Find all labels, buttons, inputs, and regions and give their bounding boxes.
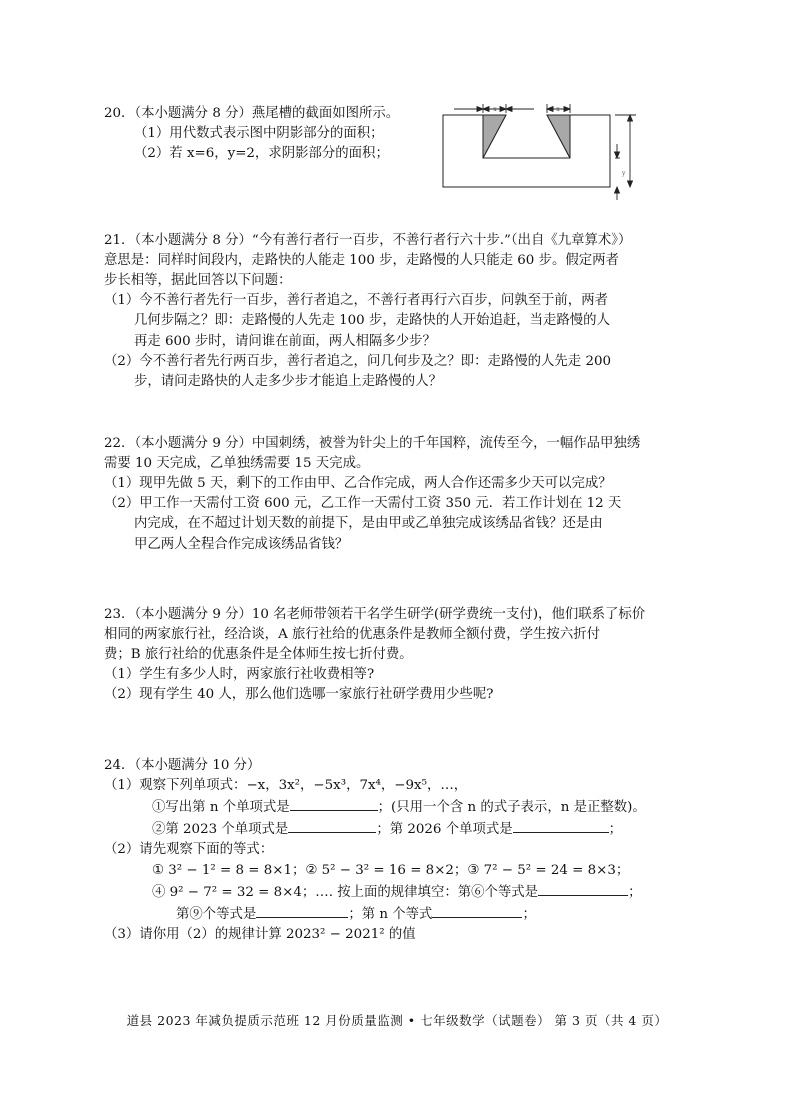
page-footer: 道县 2023 年减负提质示范班 12 月份质量监测 • 七年级数学（试题卷） 第 3 页（共 4 页） [126, 1013, 668, 1028]
answer-blank-equation-9[interactable] [256, 903, 348, 918]
q1-a-prefix: ①写出第 n 个单项式是 [152, 800, 290, 816]
q2-eq3-middle: ；第 n 个等式 [348, 906, 433, 922]
problem-21-text-2: 步长相等，据此回答以下问题： [104, 273, 292, 289]
dovetail-groove-figure [440, 100, 640, 200]
q2-eq2-suffix: ； [628, 884, 642, 900]
answer-blank-nth-term[interactable] [290, 796, 378, 811]
q2-eq3-suffix: ； [522, 906, 536, 922]
problem-22-heading: 22．（本小题满分 9 分）中国刺绣，被誉为针尖上的千年国粹，流传至今，一幅作品甲独绣 [104, 436, 641, 451]
problem-20-q2: （2）若 x=6，y=2，求阴影部分的面积； [134, 146, 389, 162]
q1-intro-text: （1）观察下列单项式： [104, 778, 247, 794]
left-shaded-triangle [483, 115, 506, 158]
label-x-left: x [493, 106, 497, 113]
problem-24-q3: （3）请你用（2）的规律计算 2023² − 2021² 的值 [104, 926, 416, 942]
q1-terms: −x，3x²，−5x³，7x⁴，−9x⁵，…， [246, 778, 468, 794]
problem-24 [104, 756, 696, 945]
problem-24-q1-b [104, 818, 696, 840]
q2-eq3-prefix: 第⑨个等式是 [176, 906, 257, 922]
problem-23 [104, 605, 696, 706]
problem-24-q2-eq1: ① 3² − 1² = 8 = 8×1；② 5² − 3² = 16 = 8×2；③ 7² − 5² = 24 = 8×3； [152, 862, 630, 878]
problem-24-q2-eq3 [104, 903, 696, 925]
problem-21 [104, 231, 696, 392]
problem-23-heading: 23．（本小题满分 9 分）10 名老师带领若干名学生研学(研学费统一支付)，他们联系了标价 [104, 607, 646, 622]
problem-22 [104, 434, 696, 555]
problem-24-q1-intro [104, 776, 696, 796]
problem-21-q2-b: 步，请问走路快的人走多少步才能追上走路慢的人？ [134, 373, 442, 389]
q2-eq2-prefix: ④ 9² − 7² = 32 = 8×4；…. 按上面的规律填空：第⑥个等式是 [152, 884, 539, 900]
right-shaded-triangle [547, 115, 570, 158]
problem-22-q2-a: （2）甲工作一天需付工资 600 元，乙工作一天需付工资 350 元．若工作计划在 12 天 [104, 496, 622, 512]
problem-21-heading: 21．（本小题满分 8 分）“今有善行者行一百步，不善行者行六十步.”（出自《九章算术》） [104, 233, 632, 248]
q1-b-middle: ；第 2026 个单项式是 [376, 822, 513, 838]
problem-20 [104, 104, 444, 164]
problem-24-q1-a [104, 796, 696, 818]
answer-blank-term-2023[interactable] [288, 818, 376, 833]
problem-21-q1-c: 再走 600 步时，请问谁在前面，两人相隔多少步？ [134, 333, 436, 349]
problem-23-q1: （1）学生有多少人时，两家旅行社收费相等? [104, 667, 375, 683]
problem-20-heading: 20．（本小题满分 8 分）燕尾槽的截面如图所示。 [104, 106, 400, 121]
problem-23-text-1: 相同的两家旅行社，经洽谈，A 旅行社给的优惠条件是教师全额付费，学生按六折付 [104, 627, 600, 643]
q1-b-suffix: ； [608, 822, 623, 838]
problem-23-q2: （2）现有学生 40 人，那么他们选哪一家旅行社研学费用少些呢? [104, 687, 494, 703]
problem-21-q1-a: （1）今不善行者先行一百步，善行者追之，不善行者再行六百步，问孰至于前，两者 [104, 293, 608, 309]
problem-24-q2-intro: （2）请先观察下面的等式： [104, 842, 274, 858]
problem-22-q2-b: 内完成，在不超过计划天数的前提下，是由甲或乙单独完成该绣品省钱？还是由 [134, 516, 603, 532]
problem-24-q2-eq2 [104, 881, 696, 903]
answer-blank-equation-n[interactable] [432, 903, 522, 918]
problem-21-q2-a: （2）今不善行者先行两百步，善行者追之，问几何步及之？即：走路慢的人先走 200 [104, 353, 612, 369]
problem-22-q2-c: 甲乙两人全程合作完成该绣品省钱？ [134, 536, 349, 552]
q1-b-prefix: ②第 2023 个单项式是 [152, 822, 289, 838]
problem-22-q1: （1）现甲先做 5 天，剩下的工作由甲、乙合作完成，两人合作还需多少天可以完成？ [104, 476, 612, 492]
problem-24-heading: 24．（本小题满分 10 分） [104, 758, 261, 773]
outer-outline [443, 115, 610, 187]
problem-20-q1: （1）用代数式表示图中阴影部分的面积； [134, 126, 384, 142]
problem-23-text-2: 费；B 旅行社给的优惠条件是全体师生按七折付费。 [104, 647, 413, 663]
problem-22-text: 需要 10 天完成，乙单独绣需要 15 天完成。 [104, 456, 370, 472]
problem-21-q1-b: 几何步隔之？即：走路慢的人先走 100 步，走路快的人开始追赶，当走路慢的人 [134, 313, 610, 329]
label-y: y [622, 170, 626, 177]
answer-blank-term-2026[interactable] [513, 818, 609, 833]
answer-blank-equation-6[interactable] [538, 881, 628, 896]
problem-21-text-1: 意思是：同样时间段内，走路快的人能走 100 步，走路慢的人只能走 60 步。假定两者 [104, 253, 619, 269]
label-x-right: x [556, 106, 560, 113]
q1-a-suffix: ；(只用一个含 n 的式子表示，n 是正整数)。 [377, 800, 646, 816]
